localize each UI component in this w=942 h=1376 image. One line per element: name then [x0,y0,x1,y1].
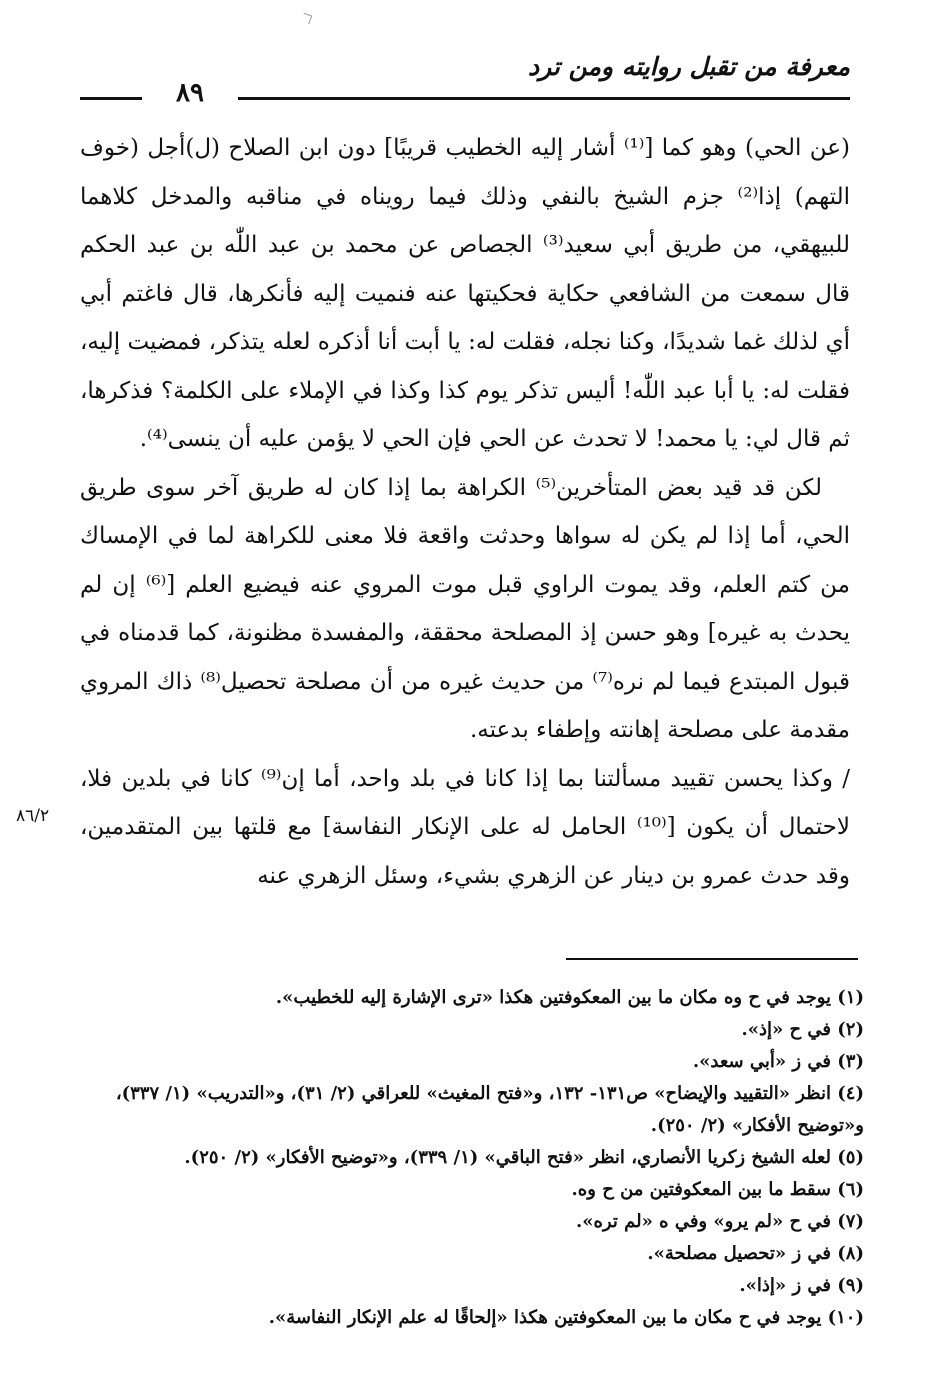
footnote: (٣) في ز «أبي سعد». [692,1051,864,1072]
footnote: (٥) لعله الشيخ زكريا الأنصاري، انظر «فتح الباقي» (١/ ٣٣٩)، و«توضيح الأفكار» (٢/ ٢٥٠). [184,1147,864,1168]
header-rule [238,97,850,100]
footnote: (١) يوجد في ح وه مكان ما بين المعكوفتين هكذا «ترى الإشارة إليه للخطيب». [275,987,864,1008]
main-text [80,124,850,900]
scan-artifact [301,13,313,25]
page-number: ٨٩ [176,78,204,108]
footnote: (٩) في ز «إذا». [739,1275,864,1296]
margin-reference: ٨٦/٢ [16,806,50,826]
paragraph: لكن قد قيد بعض المتأخرين⁽⁵⁾ الكراهة بما إذا كان له طريق آخر سوى طريق الحي، أما إذا لم يكن له سواها وحدثت واقعة فلا معنى للكراهة لما في الإمساك من كتم العلم، وقد يموت الراوي قبل موت المروي عنه فيضيع العلم [⁽⁶⁾ إن لم يحدث به غيره] وهو حسن إذ المصلحة محققة، والمفسدة مظنونة، كما قدمناه في قبول المبتدع فيما لم نره⁽⁷⁾ من حديث غيره من أن مصلحة تحصيل⁽⁸⁾ ذاك المروي مقدمة على مصلحة إهانته وإطفاء بدعته. [80,474,850,743]
footnote-separator [566,958,858,960]
footnote: (١٠) يوجد في ح مكان ما بين المعكوفتين هكذا «إلحاقًا له علم الإنكار النفاسة». [268,1307,864,1328]
footnote: (٦) سقط ما بين المعكوفتين من ح وه. [571,1179,864,1200]
header-rule-short [80,97,142,100]
paragraph: / وكذا يحسن تقييد مسألتنا بما إذا كانا في بلد واحد، أما إن⁽⁹⁾ كانا في بلدين فلا، لاحتمال أن يكون [⁽¹⁰⁾ الحامل له على الإنكار النفاسة] مع قلتها بين المتقدمين، وقد حدث عمرو بن دينار عن الزهري بشيء، وسئل الزهري عنه [80,765,850,889]
running-title: معرفة من تقبل روايته ومن ترد [528,52,850,81]
footnotes [74,982,864,1334]
paragraph: (عن الحي) وهو كما [⁽¹⁾ أشار إليه الخطيب قريبًا] دون ابن الصلاح (ل)أجل (خوف التهم) إذا⁽²⁾ جزم الشيخ بالنفي وذلك فيما رويناه في مناقبه والمدخل كلاهما للبيهقي، من طريق أبي سعيد⁽³⁾ الجصاص عن محمد بن عبد اللّٰه بن عبد الحكم قال سمعت من الشافعي حكاية فحكيتها عنه فنميت إليه فأنكرها، قال فاغتم أبي أي لذلك غما شديدًا، وكنا نجله، فقلت له: يا أبت أنا أذكره لعله يتذكر، فمضيت إليه، فقلت له: يا أبا عبد اللّٰه! أليس تذكر يوم كذا وكذا في الإملاء على الكلمة؟ فذكرها، ثم قال لي: يا محمد! لا تحدث عن الحي فإن الحي لا يؤمن عليه أن ينسى⁽⁴⁾. [80,135,851,452]
footnote: (٧) في ح «لم يرو» وفي ه «لم تره». [575,1211,864,1232]
footnote: (٤) انظر «التقييد والإيضاح» ص١٣١- ١٣٢، و«فتح المغيث» للعراقي (٢/ ٣١)، و«التدريب» (١/ ٣٣٧)، و«توضيح الأفكار» (٢/ ٢٥٠). [115,1083,864,1136]
footnote: (٢) في ح «إذ». [741,1019,864,1040]
footnote: (٨) في ز «تحصيل مصلحة». [647,1243,864,1264]
